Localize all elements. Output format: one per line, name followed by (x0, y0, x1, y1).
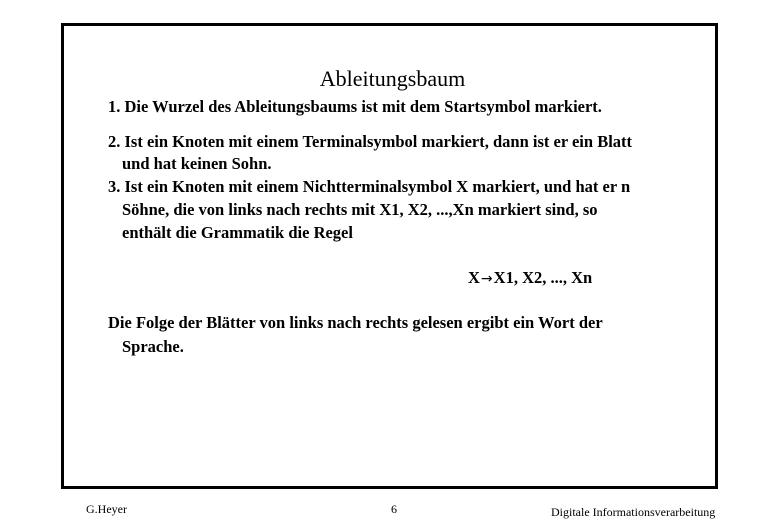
list-item-1: 1. Die Wurzel des Ableitungsbaums ist mit dem Startsymbol markiert. (108, 97, 602, 116)
list-item-3: 3. Ist ein Knoten mit einem Nichtterminalsymbol X markiert, und hat er n (108, 177, 631, 196)
list-item-2: 2. Ist ein Knoten mit einem Terminalsymbol markiert, dann ist er ein Blatt (108, 132, 633, 151)
grammar-rule (468, 268, 592, 289)
slide-frame (61, 23, 718, 489)
rule-rhs: X1, X2, ..., Xn (493, 268, 593, 287)
rule-lhs: X (468, 268, 480, 287)
footer-course: Digitale Informationsverarbeitung (551, 505, 716, 519)
summary-line-1: Die Folge der Blätter von links nach rechts gelesen ergibt ein Wort der (108, 313, 603, 332)
slide-title: Ableitungsbaum (319, 66, 466, 91)
footer-page-number: 6 (391, 502, 397, 516)
list-item-3-continuation-2: enthält die Grammatik die Regel (122, 223, 353, 242)
list-item-2-continuation: und hat keinen Sohn. (122, 154, 272, 173)
right-arrow-icon: → (480, 271, 493, 287)
footer-author: G.Heyer (86, 502, 127, 516)
list-item-3-continuation-1: Söhne, die von links nach rechts mit X1, X2, ...,Xn markiert sind, so (122, 200, 598, 219)
summary-line-2: Sprache. (122, 337, 184, 356)
